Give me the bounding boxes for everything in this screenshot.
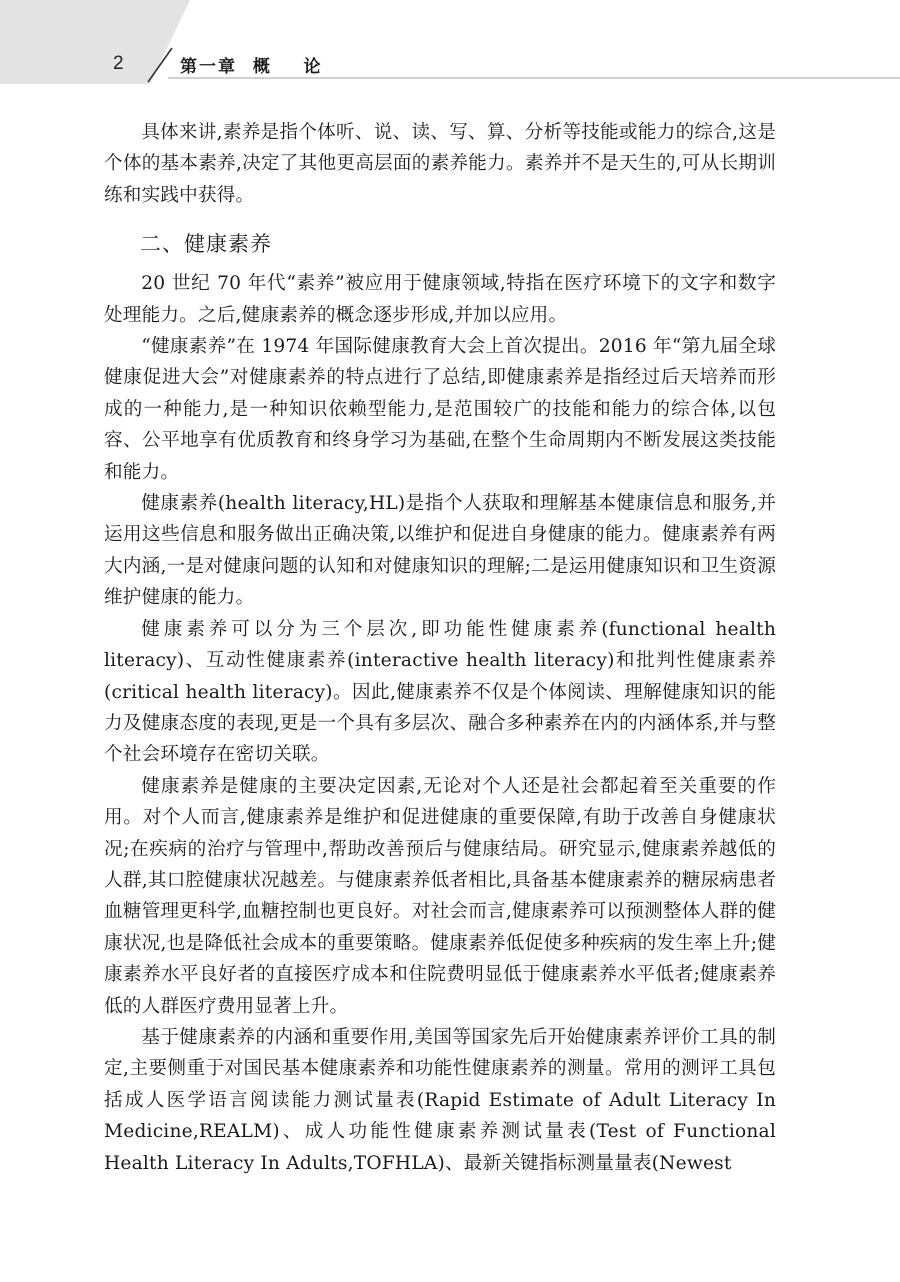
body-paragraph: “健康素养”在 1974 年国际健康教育大会上首次提出。2016 年“第九届全球健康促进大会”对健康素养的特点进行了总结,即健康素养是指经过后天培养而形成的一种能力,是一种知识依赖型能力,是范围较广的技能和能力的综合体,以包容、公平地享有优质教育和终身学习为基础,在整个生命周期内不断发展这类技能和能力。 [104, 336, 776, 483]
page-number: 2 [113, 53, 124, 74]
body-paragraph: 基于健康素养的内涵和重要作用,美国等国家先后开始健康素养评价工具的制定,主要侧重于对国民基本健康素养和功能性健康素养的测量。常用的测评工具包括成人医学语言阅读能力测试量表(Rapid Estimate of Adult Literacy In Medicine,REALM)、成人功能性健康素养测试量表(Test of Functional Health Literacy In Adults,TOFHLA)、最新关键指标测量量表(Newest [104, 1026, 776, 1174]
section-heading: 二、健康素养 [140, 232, 272, 257]
body-paragraph: 健康素养是健康的主要决定因素,无论对个人还是社会都起着至关重要的作用。对个人而言,健康素养是维护和促进健康的重要保障,有助于改善自身健康状况;在疾病的治疗与管理中,帮助改善预后与健康结局。研究显示,健康素养越低的人群,其口腔健康状况越差。与健康素养低者相比,具备基本健康素养的糖尿病患者血糖管理更科学,血糖控制也更良好。对社会而言,健康素养可以预测整体人群的健康状况,也是降低社会成本的重要策略。健康素养低促使多种疾病的发生率上升;健康素养水平良好者的直接医疗成本和住院费明显低于健康素养水平低者;健康素养低的人群医疗费用显著上升。 [104, 775, 776, 1017]
body-paragraph: 20 世纪 70 年代“素养”被应用于健康领域,特指在医疗环境下的文字和数字处理能力。之后,健康素养的概念逐步形成,并加以应用。 [104, 273, 776, 326]
body-paragraph: 健康素养(health literacy,HL)是指个人获取和理解基本健康信息和服务,并运用这些信息和服务做出正确决策,以维护和促进自身健康的能力。健康素养有两大内涵,一是对健康问题的认知和对健康知识的理解;二是运用健康知识和卫生资源维护健康的能力。 [104, 493, 776, 609]
body-paragraph: 健康素养可以分为三个层次,即功能性健康素养(functional health literacy)、互动性健康素养(interactive health literacy)和批判性健康素养(critical health literacy)。因此,健康素养不仅是个体阅读、理解健康知识的能力及健康态度的表现,更是一个具有多层次、融合多种素养在内的内涵体系,并与整个社会环境存在密切关联。 [104, 618, 776, 766]
page-body [104, 117, 776, 1179]
intro-paragraph: 具体来讲,素养是指个体听、说、读、写、算、分析等技能或能力的综合,这是个体的基本素养,决定了其他更高层面的素养能力。素养并不是天生的,可从长期训练和实践中获得。 [104, 122, 776, 206]
header-band [0, 0, 900, 84]
chapter-title: 第一章 概 论 [180, 57, 323, 77]
